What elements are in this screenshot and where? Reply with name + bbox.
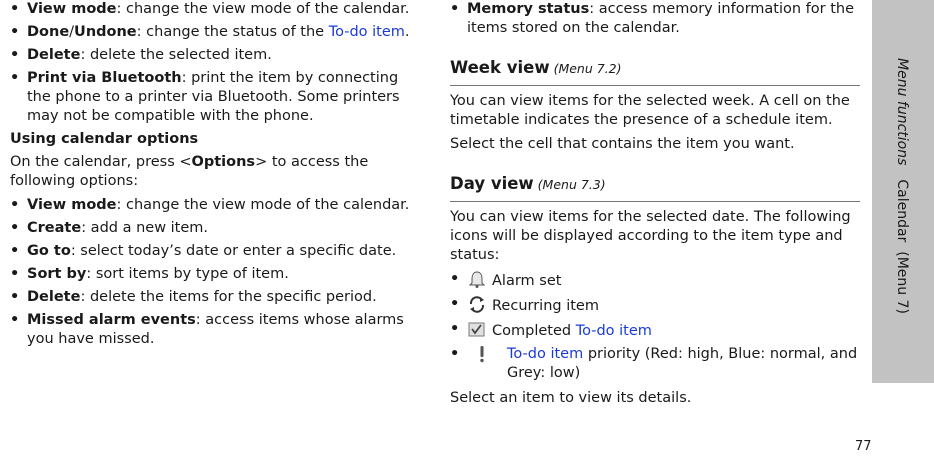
intro-paragraph: On the calendar, press <Options> to access the following options: xyxy=(10,154,369,189)
todo-item-link[interactable]: To-do item xyxy=(575,323,652,339)
list-item: • Recurring item xyxy=(450,296,599,314)
list-item: • Delete: delete the items for the specific period. xyxy=(10,289,377,305)
recurring-arrows-icon xyxy=(467,295,487,314)
section-label: Menu functions xyxy=(894,58,910,166)
list-item: • Go to: select today’s date or enter a specific date. xyxy=(10,243,397,259)
priority-exclamation-icon xyxy=(472,345,492,364)
week-view-paragraph: You can view items for the selected week. A cell on the timetable indicates the presence of a schedule item. xyxy=(450,93,850,128)
chapter-tab xyxy=(872,0,934,383)
chapter-label: Calendar xyxy=(894,179,910,243)
list-item: • View mode: change the view mode of the calendar. xyxy=(10,1,410,17)
list-item: • Sort by: sort items by type of item. xyxy=(10,266,289,282)
calendar-options-list xyxy=(10,196,410,349)
list-item: • Alarm set xyxy=(450,271,562,289)
list-item: • To-do item priority (Red: high, Blue: normal, and Grey: low) xyxy=(450,346,858,381)
day-view-paragraph: You can view items for the selected date. The following icons will be displayed according to the item type and status: xyxy=(450,209,851,263)
list-item: • View mode: change the view mode of the calendar. xyxy=(10,197,410,213)
day-view-instruction: Select an item to view its details. xyxy=(450,390,692,406)
memory-status-list xyxy=(450,0,860,38)
right-column xyxy=(450,0,860,413)
completed-checkbox-icon xyxy=(467,320,487,339)
list-item: • Delete: delete the selected item. xyxy=(10,47,272,63)
calendar-item-options-list xyxy=(10,0,410,126)
page-number: 77 xyxy=(855,439,872,454)
week-view-instruction: Select the cell that contains the item you want. xyxy=(450,136,795,152)
list-item: • Completed To-do item xyxy=(450,321,652,339)
week-view-heading: Week view (Menu 7.2) xyxy=(450,58,860,86)
list-item: • Memory status: access memory information for the items stored on the calendar. xyxy=(450,1,855,36)
alarm-bell-icon xyxy=(467,270,487,289)
list-item: • Create: add a new item. xyxy=(10,220,209,236)
day-view-heading: Day view (Menu 7.3) xyxy=(450,174,860,202)
list-item: • Print via Bluetooth: print the item by connecting the phone to a printer via Bluetooth. Some printers may not be compatible with the phone. xyxy=(10,70,400,124)
list-item: • Missed alarm events: access items whose alarms you have missed. xyxy=(10,312,404,347)
status-icons-list xyxy=(450,270,860,383)
chapter-menu-label: (Menu 7) xyxy=(894,251,910,314)
list-item: • Done/Undone: change the status of the To-do item. xyxy=(10,24,410,40)
todo-item-link[interactable]: To-do item xyxy=(507,346,584,362)
todo-item-link[interactable]: To-do item xyxy=(328,24,405,40)
left-column xyxy=(10,0,410,353)
subheading: Using calendar options xyxy=(10,131,199,147)
